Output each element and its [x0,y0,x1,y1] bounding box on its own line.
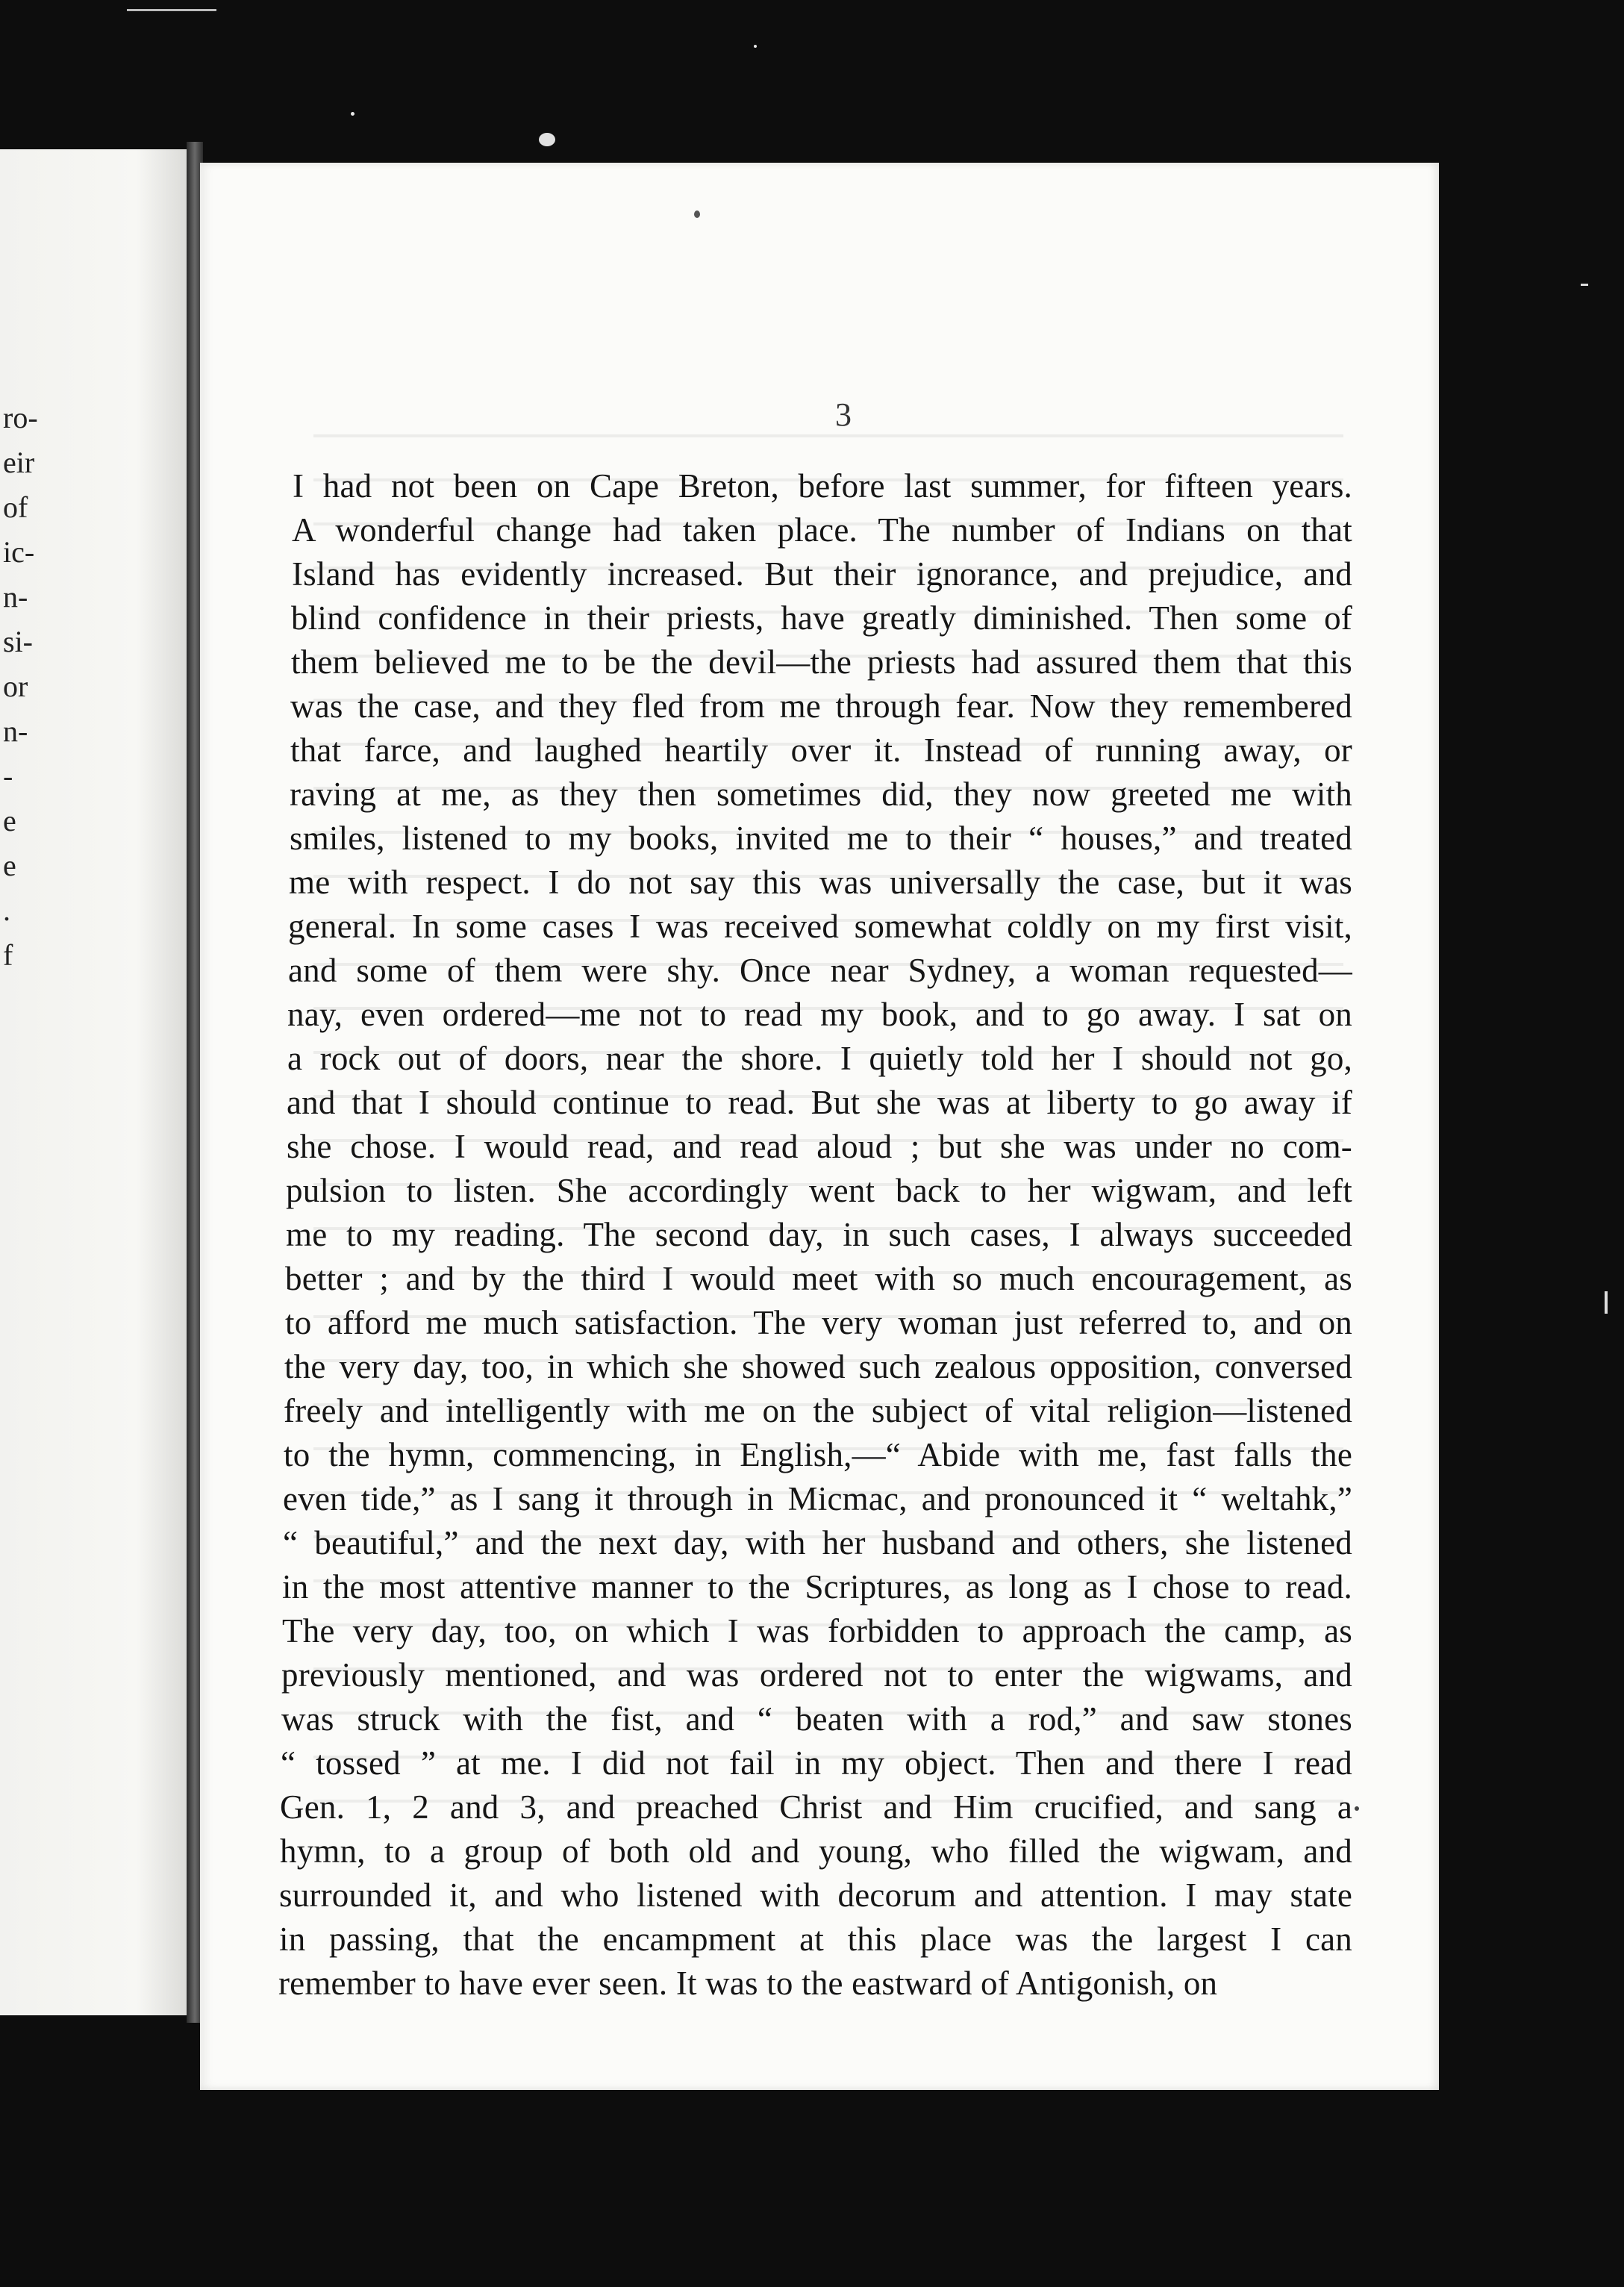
text-line: was struck with the fist, and “ beaten with a rod,” and saw stones [281,1700,1352,1738]
left-page-fragments [3,396,38,978]
text-line: previously mentioned, and was ordered not to enter the wigwams, and [281,1656,1352,1694]
left-page-fragment: n- [3,580,28,614]
left-page-fragment: - [3,759,13,793]
left-page-fragment: n- [3,714,28,748]
left-page-fragment: e [3,804,16,837]
text-line: to afford me much satisfaction. The very woman just referred to, and on [285,1304,1352,1341]
text-line: and that I should continue to read. But she was at liberty to go away if [287,1084,1352,1121]
text-line: Gen. 1, 2 and 3, and preached Christ and Him crucified, and sang a [280,1788,1352,1826]
left-page-fragment: ic- [3,535,35,569]
text-line: The very day, too, on which I was forbidden to approach the camp, as [282,1612,1352,1650]
text-line: nay, even ordered—me not to read my book, and to go away. I sat on [287,996,1352,1033]
text-line: and some of them were shy. Once near Sydney, a woman requested— [288,952,1352,989]
left-page-edge [0,149,196,2015]
text-line: remember to have ever seen. It was to the eastward of Antigonish, on [278,1965,1218,2002]
text-line: A wonderful change had taken place. The number of Indians on that [292,511,1352,549]
text-line: smiles, listened to my books, invited me to their “ houses,” and treated [290,820,1352,857]
text-line: she chose. I would read, and read aloud ; but she was under no com- [287,1128,1352,1165]
left-page-fragment: of [3,490,28,524]
left-page-fragment: e [3,849,16,882]
left-page-fragment: . [3,893,10,927]
left-page-fragment: ro- [3,401,38,434]
text-line: me to my reading. The second day, in such cases, I always succeeded [286,1216,1352,1253]
page-number: 3 [835,396,852,433]
edge-mark [1605,1291,1608,1314]
page-body-text [278,464,1352,2006]
text-line: better ; and by the third I would meet with so much encouragement, as [285,1260,1352,1297]
text-line: a rock out of doors, near the shore. I quietly told her I should not go, [287,1040,1352,1077]
dust-speck [1355,1806,1359,1811]
text-line: hymn, to a group of both old and young, who filled the wigwam, and [280,1832,1352,1870]
text-line: in passing, that the encampment at this place was the largest I can [279,1921,1352,1958]
left-page-fragment: eir [3,446,35,479]
left-page-fragment: si- [3,625,33,658]
text-line: in the most attentive manner to the Scriptures, as long as I chose to read. [282,1568,1352,1606]
text-line: them believed me to be the devil—the priests had assured them that this [291,643,1352,681]
text-line: Island has evidently increased. But their ignorance, and prejudice, and [292,555,1352,593]
text-line: blind confidence in their priests, have greatly diminished. Then some of [291,599,1352,637]
text-line: freely and intelligently with me on the subject of vital religion—listened [284,1392,1352,1429]
dust-speck [754,45,757,48]
edge-mark [127,9,216,11]
text-line: the very day, too, in which she showed such zealous opposition, conversed [284,1348,1352,1385]
text-line: was the case, and they fled from me through fear. Now they remembered [290,687,1352,725]
text-line: I had not been on Cape Breton, before last summer, for fifteen years. [293,467,1352,505]
text-line: raving at me, as they then sometimes did, they now greeted me with [290,776,1352,813]
text-line: “ beautiful,” and the next day, with her husband and others, she listened [283,1524,1352,1561]
text-line: me with respect. I do not say this was universally the case, but it was [289,864,1352,901]
dust-speck [351,112,355,116]
text-line: “ tossed ” at me. I did not fail in my object. Then and there I read [281,1744,1352,1782]
text-line: even tide,” as I sang it through in Micmac, and pronounced it “ weltahk,” [283,1480,1352,1517]
text-line: general. In some cases I was received somewhat coldly on my first visit, [288,908,1352,945]
text-line: that farce, and laughed heartily over it. Instead of running away, or [290,731,1352,769]
text-line: pulsion to listen. She accordingly went back to her wigwam, and left [286,1172,1352,1209]
text-line: to the hymn, commencing, in English,—“ Abide with me, fast falls the [284,1436,1352,1473]
text-line: surrounded it, and who listened with decorum and attention. I may state [279,1876,1352,1914]
left-page-fragment: f [3,938,13,972]
dust-speck [694,210,700,218]
edge-mark [1581,284,1588,286]
left-page-fragment: or [3,670,28,703]
dust-speck [539,133,555,146]
